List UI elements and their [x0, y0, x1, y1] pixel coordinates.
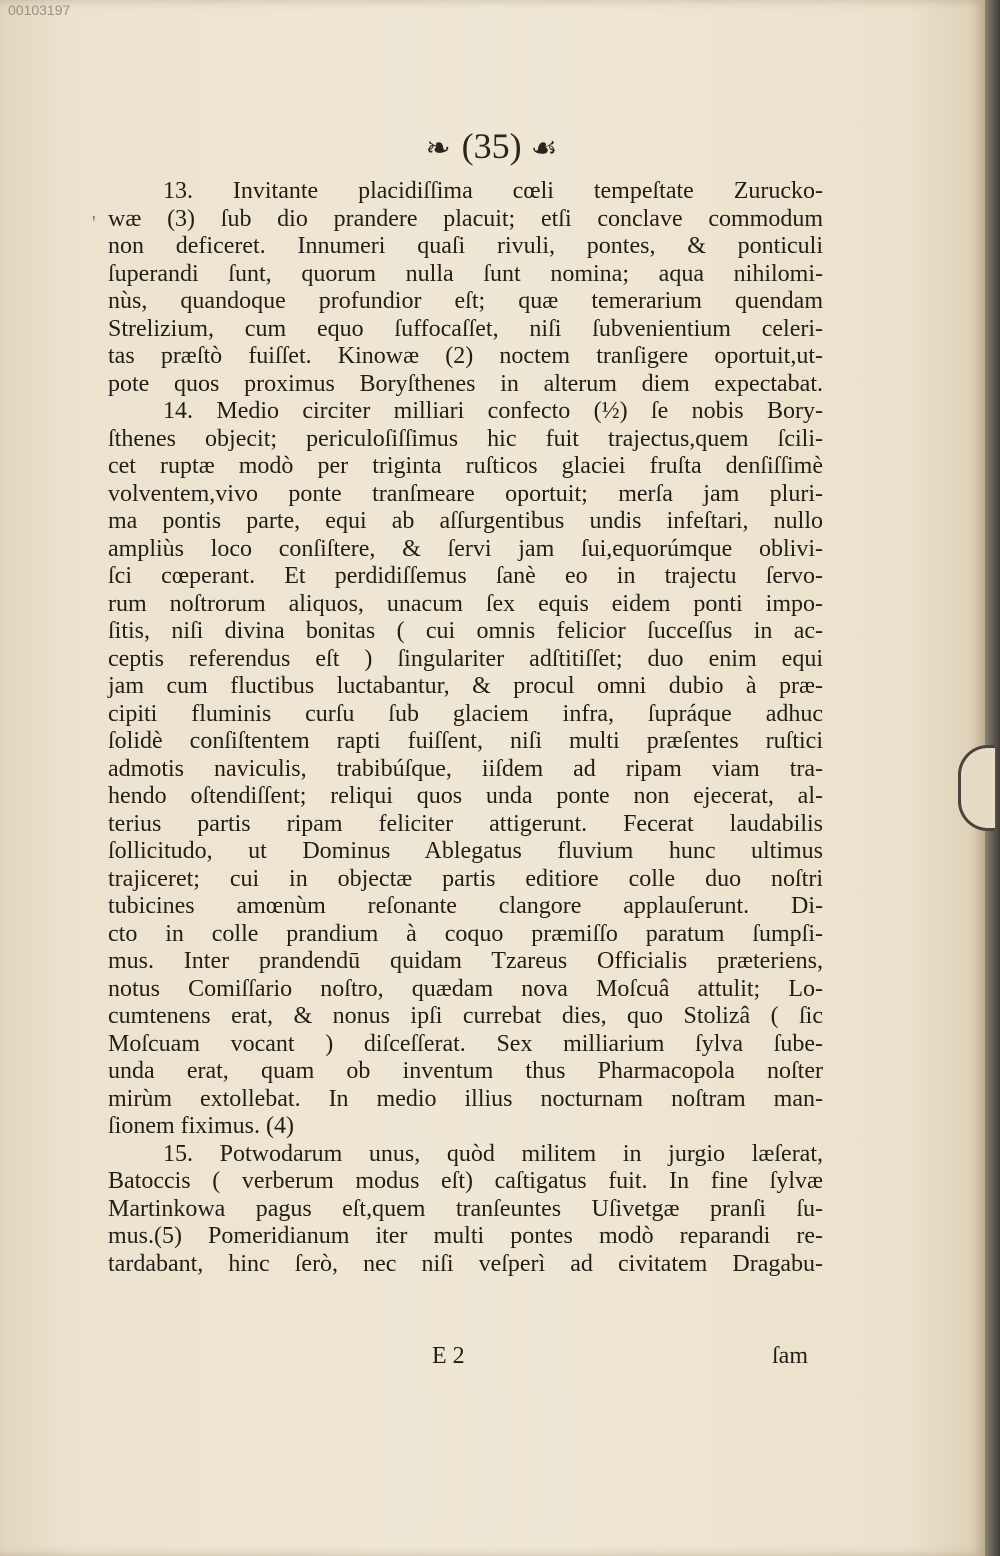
text-line: ſollicitudo, ut Dominus Ablegatus fluvium hunc ultimus [108, 838, 823, 864]
left-ornament-icon: ❧ [425, 132, 453, 165]
text-line: 15. Potwodarum unus, quòd militem in jurgio læſerat, [163, 1140, 823, 1167]
text-line: ſitis, niſi divina bonitas ( cui omnis felicior ſucceſſus in ac- [108, 618, 823, 644]
text-line: volventem,vivo ponte tranſmeare oportuit; merſa jam pluri- [108, 480, 823, 507]
page-number: (35) [461, 126, 522, 166]
text-line: cipiti fluminis curſu ſub glaciem infra, ſupráque adhuc [108, 700, 823, 727]
text-line: ampliùs loco conſiſtere, & ſervi jam ſui,equorúmque oblivi- [108, 535, 823, 562]
catchword: ſam [772, 1343, 808, 1369]
signature-mark: E 2 [432, 1343, 465, 1369]
text-line: tas præſtò fuiſſet. Kinowæ (2) noctem tranſigere oportuit,ut- [108, 343, 823, 369]
text-line: Moſcuam vocant ) diſceſſerat. Sex milliarium ſylva ſube- [108, 1030, 823, 1057]
text-line: 14. Medio circiter milliari confecto (½) ſe nobis Bory- [163, 398, 823, 424]
page-header [0, 125, 985, 167]
right-ornament-icon: ☙ [530, 132, 560, 165]
text-line: ceptis referendus eſt ) ſingulariter adſtitiſſet; duo enim equi [108, 645, 823, 672]
text-line: ſthenes objecit; periculoſiſſimus hic fuit trajectus,quem ſcili- [108, 425, 823, 452]
page-footer [0, 1343, 985, 1373]
text-line: jam cum fluctibus luctabantur, & procul omni dubio à præ- [108, 673, 823, 699]
text-line: ſuperandi ſunt, quorum nulla ſunt nomina; aqua nihilomi- [108, 260, 823, 287]
text-line: notus Comiſſario noſtro, quædam nova Moſcuâ attulit; Lo- [108, 975, 823, 1002]
text-line: ſionem fiximus. (4) [108, 1113, 294, 1139]
text-line: Martinkowa pagus eſt,quem tranſeuntes Uſivetgæ pranſi ſu- [108, 1195, 823, 1222]
text-line: ma pontis parte, equi ab aſſurgentibus undis infeſtari, nullo [108, 508, 823, 534]
text-line: mirùm extollebat. In medio illius nocturnam noſtram man- [108, 1085, 823, 1112]
text-line: cumtenens erat, & nonus ipſi currebat dies, quo Stolizâ ( ſic [108, 1003, 823, 1029]
text-line: cet ruptæ modò per triginta ruſticos glaciei fruſta denſiſſimè [108, 453, 823, 479]
text-line: Strelizium, cum equo ſuffocaſſet, niſi ſubvenientium celeri- [108, 315, 823, 342]
clasp-icon [958, 745, 995, 831]
text-line: admotis naviculis, trabibúſque, iiſdem ad ripam viam tra- [108, 755, 823, 782]
text-line: terius partis ripam feliciter attigerunt. Fecerat laudabilis [108, 810, 823, 837]
text-line: ſci cœperant. Et perdidiſſemus ſanè eo in trajectu ſervo- [108, 563, 823, 589]
text-line: hendo oſtendiſſent; reliqui quos unda ponte non ejecerat, al- [108, 783, 823, 809]
text-line: rum noſtrorum aliquos, unacum ſex equis eidem ponti impo- [108, 590, 823, 617]
text-line: mus.(5) Pomeridianum iter multi pontes modò reparandi re- [108, 1223, 823, 1249]
bleed-through-text: 00103197 [8, 2, 71, 18]
text-line: ſolidè conſiſtentem rapti fuiſſent, niſi multi præſentes ruſtici [108, 728, 823, 754]
text-line: 13. Invitante placidiſſima cœli tempeſtate Zurucko- [163, 178, 823, 204]
text-line: tubicines amœnùm reſonante clangore applauſerunt. Di- [108, 893, 823, 919]
text-line: trajiceret; cui in objectæ partis editiore colle duo noſtri [108, 865, 823, 892]
text-line: tardabant, hinc ſerò, nec niſi veſperì ad civitatem Dragabu- [108, 1250, 823, 1277]
text-line: cto in colle prandium à coquo præmiſſo paratum ſumpſi- [108, 920, 823, 947]
text-line: non deficeret. Innumeri quaſi rivuli, pontes, & ponticuli [108, 233, 823, 259]
text-line: unda erat, quam ob inventum thus Pharmacopola noſter [108, 1058, 823, 1084]
text-line: pote quos proximus Boryſthenes in alterum diem expectabat. [108, 370, 823, 397]
text-line: wæ (3) ſub dio prandere placuit; etſi conclave commodum [108, 205, 823, 232]
text-line: Batoccis ( verberum modus eſt) caſtigatus fuit. In fine ſylvæ [108, 1168, 823, 1194]
margin-mark: ' [92, 212, 96, 234]
body-text [108, 178, 823, 1278]
text-line: mus. Inter prandendū quidam Tzareus Officialis præteriens, [108, 948, 823, 974]
text-line: nùs, quandoque profundior eſt; quæ temerarium quendam [108, 288, 823, 314]
